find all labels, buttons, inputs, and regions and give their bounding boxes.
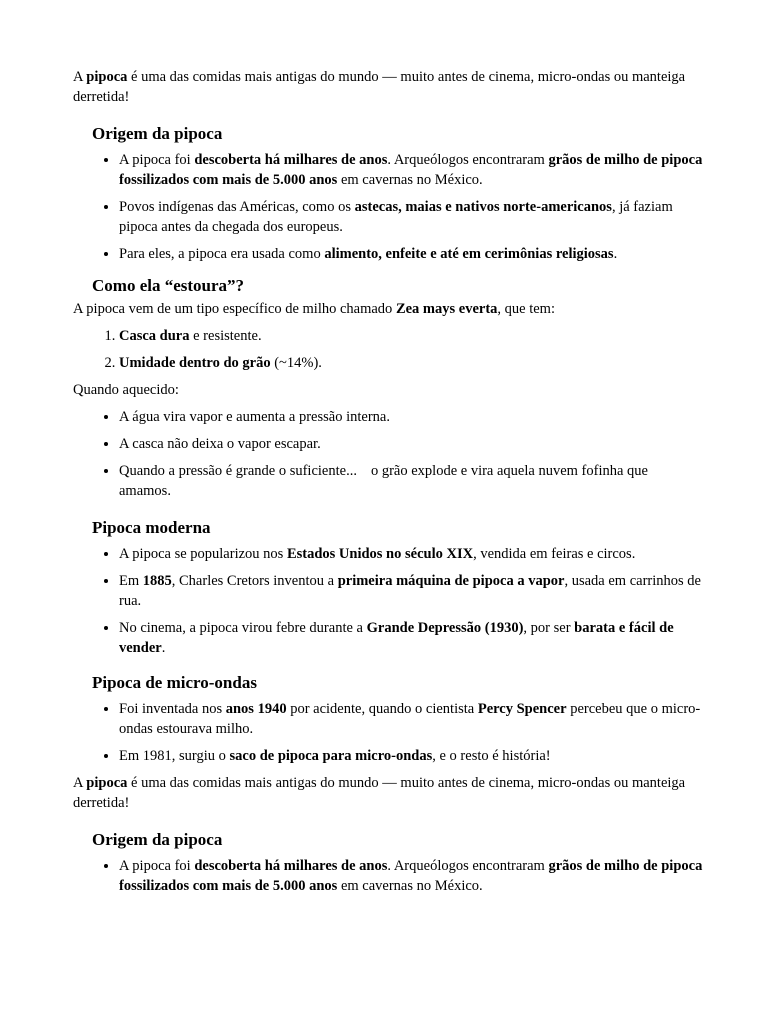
heading-micro-ondas: Pipoca de micro-ondas bbox=[92, 673, 257, 692]
heading-moderna: Pipoca moderna bbox=[92, 518, 211, 537]
heading-como-estoura: Como ela “estoura”? bbox=[92, 276, 245, 295]
list-item: • A pipoca foi descoberta há milhares de anos. Arqueólogos encontraram grãos de milho de pipoca fossilizados com mais de 5.000 anos em cavernas no México. bbox=[119, 856, 703, 896]
list-item: • A casca não deixa o vapor escapar. bbox=[119, 434, 703, 454]
list-item: 1. Casca dura e resistente. bbox=[119, 326, 703, 346]
origem-list bbox=[73, 150, 703, 264]
list-item: • Foi inventada nos anos 1940 por acidente, quando o cientista Percy Spencer percebeu que o micro-ondas estourava milho. bbox=[119, 699, 703, 739]
estoura-ordered-list bbox=[73, 326, 703, 373]
list-item: • Povos indígenas das Américas, como os astecas, maias e nativos norte-americanos, já faziam pipoca antes da chegada dos europeus. bbox=[119, 197, 703, 237]
heading-origem: Origem da pipoca bbox=[92, 124, 223, 143]
intro-paragraph: A pipoca é uma das comidas mais antigas do mundo — muito antes de cinema, micro-ondas ou manteiga derretida! bbox=[73, 69, 686, 105]
list-item: • No cinema, a pipoca virou febre durante a Grande Depressão (1930), por ser barata e fácil de vender. bbox=[119, 618, 703, 658]
aquecido-text: Quando aquecido: bbox=[73, 382, 179, 398]
list-item: • A pipoca se popularizou nos Estados Unidos no século XIX, vendida em feiras e circos. bbox=[119, 544, 703, 564]
intro-paragraph-repeat: A pipoca é uma das comidas mais antigas do mundo — muito antes de cinema, micro-ondas ou manteiga derretida! bbox=[73, 775, 686, 811]
list-item: • Em 1885, Charles Cretors inventou a primeira máquina de pipoca a vapor, usada em carrinhos de rua. bbox=[119, 571, 703, 611]
list-item: • Em 1981, surgiu o saco de pipoca para micro-ondas, e o resto é história! bbox=[119, 746, 703, 766]
list-item: • A pipoca foi descoberta há milhares de anos. Arqueólogos encontraram grãos de milho de pipoca fossilizados com mais de 5.000 anos em cavernas no México. bbox=[119, 150, 703, 190]
list-item: • Quando a pressão é grande o suficiente... o grão explode e vira aquela nuvem fofinha que amamos. bbox=[119, 461, 703, 501]
moderna-list bbox=[73, 544, 703, 658]
micro-list bbox=[73, 699, 703, 766]
heading-origem-repeat: Origem da pipoca bbox=[92, 830, 223, 849]
list-item: • Para eles, a pipoca era usada como alimento, enfeite e até em cerimônias religiosas. bbox=[119, 244, 703, 264]
list-item: • A água vira vapor e aumenta a pressão interna. bbox=[119, 407, 703, 427]
estoura-intro: A pipoca vem de um tipo específico de milho chamado Zea mays everta, que tem: bbox=[73, 301, 555, 317]
document-body bbox=[73, 67, 703, 896]
aquecido-list bbox=[73, 407, 703, 501]
list-item: 2. Umidade dentro do grão (~14%). bbox=[119, 353, 703, 373]
origem-list-repeat bbox=[73, 856, 703, 896]
